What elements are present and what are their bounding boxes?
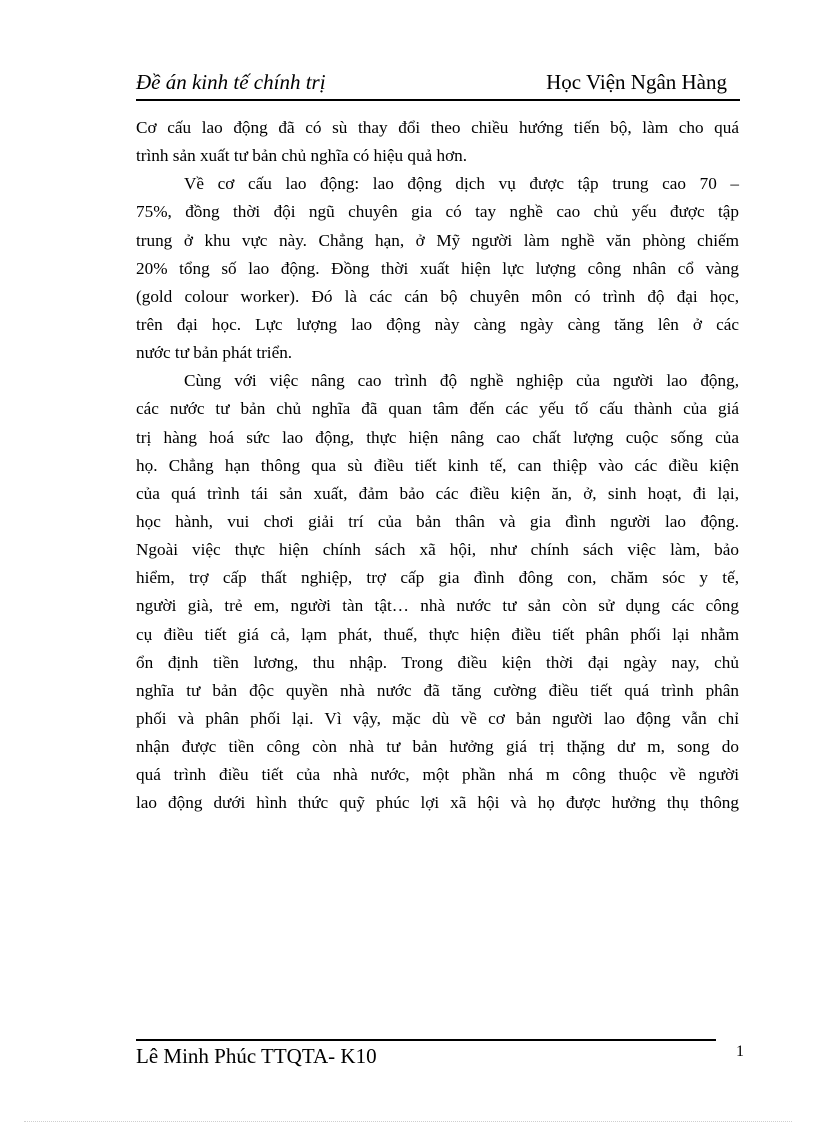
text-line: ổn định tiền lương, thu nhập. Trong điều kiện thời đại ngày nay, chủ — [136, 652, 739, 672]
text-line: Về cơ cấu lao động: lao động dịch vụ được tập trung cao 70 – — [184, 174, 739, 194]
text-line: phối và phân phối lại. Vì vậy, mặc dù về cơ bản người lao động vẫn chỉ — [136, 708, 739, 728]
text-line: hiểm, trợ cấp thất nghiệp, trợ cấp gia đình đông con, chăm sóc y tế, — [136, 568, 739, 588]
page-bottom-edge — [24, 1121, 792, 1122]
text-line: Cùng với việc nâng cao trình độ nghề nghiệp của người lao động, — [184, 371, 739, 391]
text-line: các nước tư bản chủ nghĩa đã quan tâm đến các yếu tố cấu thành của giá — [136, 399, 739, 419]
text-line: nhận được tiền công còn nhà tư bản hưởng giá trị thặng dư m, song do — [136, 737, 739, 757]
text-line: quá trình điều tiết của nhà nước, một phần nhá m công thuộc về người — [136, 765, 739, 785]
text-line: lao động dưới hình thức quỹ phúc lợi xã hội và họ được hưởng thụ thông — [136, 793, 739, 813]
institution-name: Học Viện Ngân Hàng — [546, 70, 727, 94]
text-line: Ngoài việc thực hiện chính sách xã hội, như chính sách việc làm, bảo — [136, 540, 739, 560]
body-text — [136, 114, 739, 818]
text-line: trung ở khu vực này. Chẳng hạn, ở Mỹ người làm nghề văn phòng chiếm — [136, 230, 739, 250]
text-line: trị hàng hoá sức lao động, thực hiện nâng cao chất lượng cuộc sống của — [136, 427, 739, 447]
page-number: 1 — [736, 1043, 744, 1060]
footer-author: Lê Minh Phúc TTQTA- K10 — [136, 1044, 377, 1068]
text-line: học hành, vui chơi giải trí của bản thân và gia đình người lao động. — [136, 511, 739, 531]
text-line: 20% tổng số lao động. Đồng thời xuất hiện lực lượng công nhân cổ vàng — [136, 258, 739, 278]
header-rule — [136, 99, 740, 101]
text-line: họ. Chẳng hạn thông qua sù điều tiết kinh tế, can thiệp vào các điều kiện — [136, 455, 739, 475]
text-line: cụ điều tiết giá cả, lạm phát, thuế, thực hiện điều tiết phân phối lại nhằm — [136, 624, 739, 644]
text-line: người già, trẻ em, người tàn tật… nhà nước tư sản còn sử dụng các công — [136, 596, 739, 616]
text-line: trên đại học. Lực lượng lao động này càng ngày càng tăng lên ở các — [136, 314, 739, 334]
document-title: Đề án kinh tế chính trị — [136, 70, 326, 94]
text-line: 75%, đồng thời đội ngũ chuyên gia có tay nghề cao chủ yếu được tập — [136, 202, 739, 222]
text-line: trình sản xuất tư bản chủ nghĩa có hiệu quả hơn. — [136, 146, 468, 166]
footer-rule — [136, 1039, 716, 1041]
page-header — [136, 70, 741, 102]
text-line: (gold colour worker). Đó là các cán bộ chuyên môn có trình độ đại học, — [136, 286, 739, 306]
text-line: của quá trình tái sản xuất, đảm bảo các điều kiện ăn, ở, sinh hoạt, đi lại, — [136, 483, 739, 503]
text-line: Cơ cấu lao động đã có sù thay đổi theo chiều hướng tiến bộ, làm cho quá — [136, 118, 739, 137]
text-line: nghĩa tư bản độc quyền nhà nước đã tăng cường điều tiết quá trình phân — [136, 680, 739, 700]
text-line: nước tư bản phát triển. — [136, 343, 293, 363]
